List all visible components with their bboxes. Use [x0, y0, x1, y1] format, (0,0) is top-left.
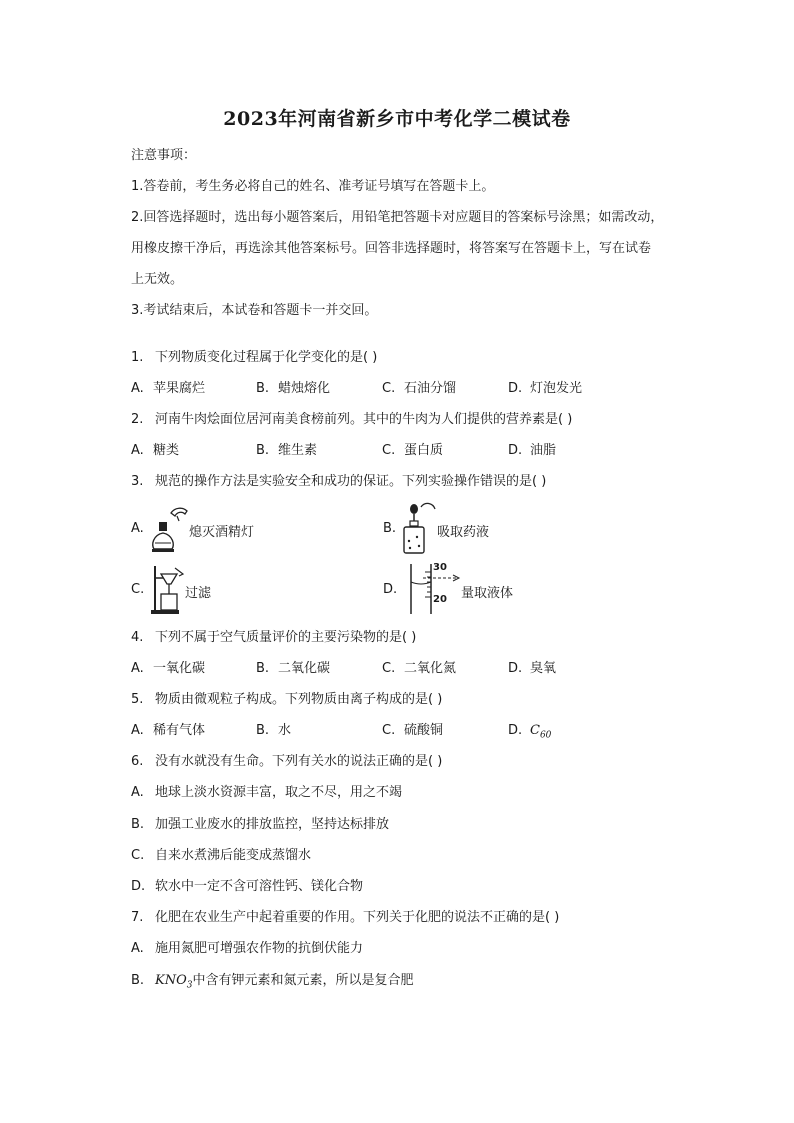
option-b[interactable]: B. 维生素 [256, 443, 318, 458]
formula-c60: $C_{60}$ [530, 723, 552, 741]
option-c[interactable]: C. 蛋白质 [382, 443, 444, 458]
formula-kno3: $KNO_3$ [155, 973, 193, 991]
question-5-options [131, 722, 691, 740]
option-b[interactable]: B. 吸取药液 [383, 505, 583, 555]
option-a[interactable]: A. 稀有气体 [131, 723, 206, 738]
question-stem: 规范的操作方法是实验安全和成功的保证。下列实验操作错误的是( ) [155, 474, 547, 489]
option-a[interactable]: A. 一氧化碳 [131, 661, 206, 676]
notice-line: 上无效。 [131, 272, 184, 287]
option-b[interactable]: B. $KNO_3$中含有钾元素和氮元素，所以是复合肥 [131, 973, 414, 991]
option-b[interactable]: B. 蜡烛熔化 [256, 381, 331, 396]
scale-label-20: 20 [433, 594, 447, 605]
option-c[interactable]: C. 过滤 [131, 566, 331, 616]
option-a[interactable]: A. 施用氮肥可增强农作物的抗倒伏能力 [131, 941, 364, 956]
option-a[interactable]: A. 苹果腐烂 [131, 381, 206, 396]
question-3 [131, 473, 546, 491]
option-c[interactable]: C. 石油分馏 [382, 381, 457, 396]
question-7 [131, 909, 559, 927]
notice-line: 2.回答选择题时，选出每小题答案后，用铅笔把答题卡对应题目的答案标号涂黑；如需改动， [131, 210, 664, 225]
question-number: 5. [131, 692, 144, 707]
option-d[interactable]: D. 灯泡发光 [508, 381, 583, 396]
question-2-options [131, 442, 691, 460]
page-title: 2023年河南省新乡市中考化学二模试卷 [223, 108, 571, 130]
notice-line: 1.答卷前，考生务必将自己的姓名、准考证号填写在答题卡上。 [131, 179, 495, 194]
option-d[interactable]: D. 臭氧 [508, 661, 557, 676]
notice-line: 用橡皮擦干净后，再选涂其他答案标号。回答非选择题时，将答案写在答题卡上，写在试卷 [131, 241, 652, 256]
option-b[interactable]: B. 加强工业废水的排放监控，坚持达标排放 [131, 817, 390, 832]
question-2 [131, 411, 572, 429]
question-4 [131, 629, 416, 647]
notice-line: 3.考试结束后，本试卷和答题卡一并交回。 [131, 303, 378, 318]
option-a[interactable]: A. 糖类 [131, 443, 180, 458]
option-d[interactable]: D. 30 20 量取液体 [383, 566, 623, 616]
question-stem: 河南牛肉烩面位居河南美食榜前列。其中的牛肉为人们提供的营养素是( ) [155, 412, 573, 427]
option-c[interactable]: C. 硫酸铜 [382, 723, 444, 738]
question-stem: 没有水就没有生命。下列有关水的说法正确的是( ) [155, 754, 443, 769]
dropper-bottle-icon [399, 501, 439, 557]
option-a[interactable]: A. 熄灭酒精灯 [131, 505, 331, 555]
option-d[interactable]: D. $C_{60}$ [508, 723, 552, 741]
question-stem: 物质由微观粒子构成。下列物质由离子构成的是( ) [155, 692, 443, 707]
question-4-options [131, 660, 691, 678]
question-1 [131, 349, 377, 367]
question-stem: 化肥在农业生产中起着重要的作用。下列关于化肥的说法不正确的是( ) [155, 910, 560, 925]
notice-heading: 注意事项： [131, 148, 197, 163]
question-stem: 下列物质变化过程属于化学变化的是( ) [155, 350, 378, 365]
question-number: 1. [131, 350, 144, 365]
question-5 [131, 691, 442, 709]
option-c[interactable]: C. 二氧化氮 [382, 661, 457, 676]
question-number: 7. [131, 910, 144, 925]
option-b[interactable]: B. 水 [256, 723, 292, 738]
option-d[interactable]: D. 软水中一定不含可溶性钙、镁化合物 [131, 879, 364, 894]
question-number: 2. [131, 412, 144, 427]
question-6 [131, 753, 442, 771]
option-c[interactable]: C. 自来水煮沸后能变成蒸馏水 [131, 848, 312, 863]
question-number: 4. [131, 630, 144, 645]
option-a[interactable]: A. 地球上淡水资源丰富，取之不尽，用之不竭 [131, 785, 403, 800]
option-b[interactable]: B. 二氧化碳 [256, 661, 331, 676]
scale-label-30: 30 [433, 562, 447, 573]
question-stem: 下列不属于空气质量评价的主要污染物的是( ) [155, 630, 417, 645]
option-d[interactable]: D. 油脂 [508, 443, 557, 458]
question-1-options [131, 380, 691, 398]
question-number: 3. [131, 474, 144, 489]
filtration-icon [149, 564, 189, 616]
question-number: 6. [131, 754, 144, 769]
alcohol-lamp-icon [149, 505, 191, 555]
